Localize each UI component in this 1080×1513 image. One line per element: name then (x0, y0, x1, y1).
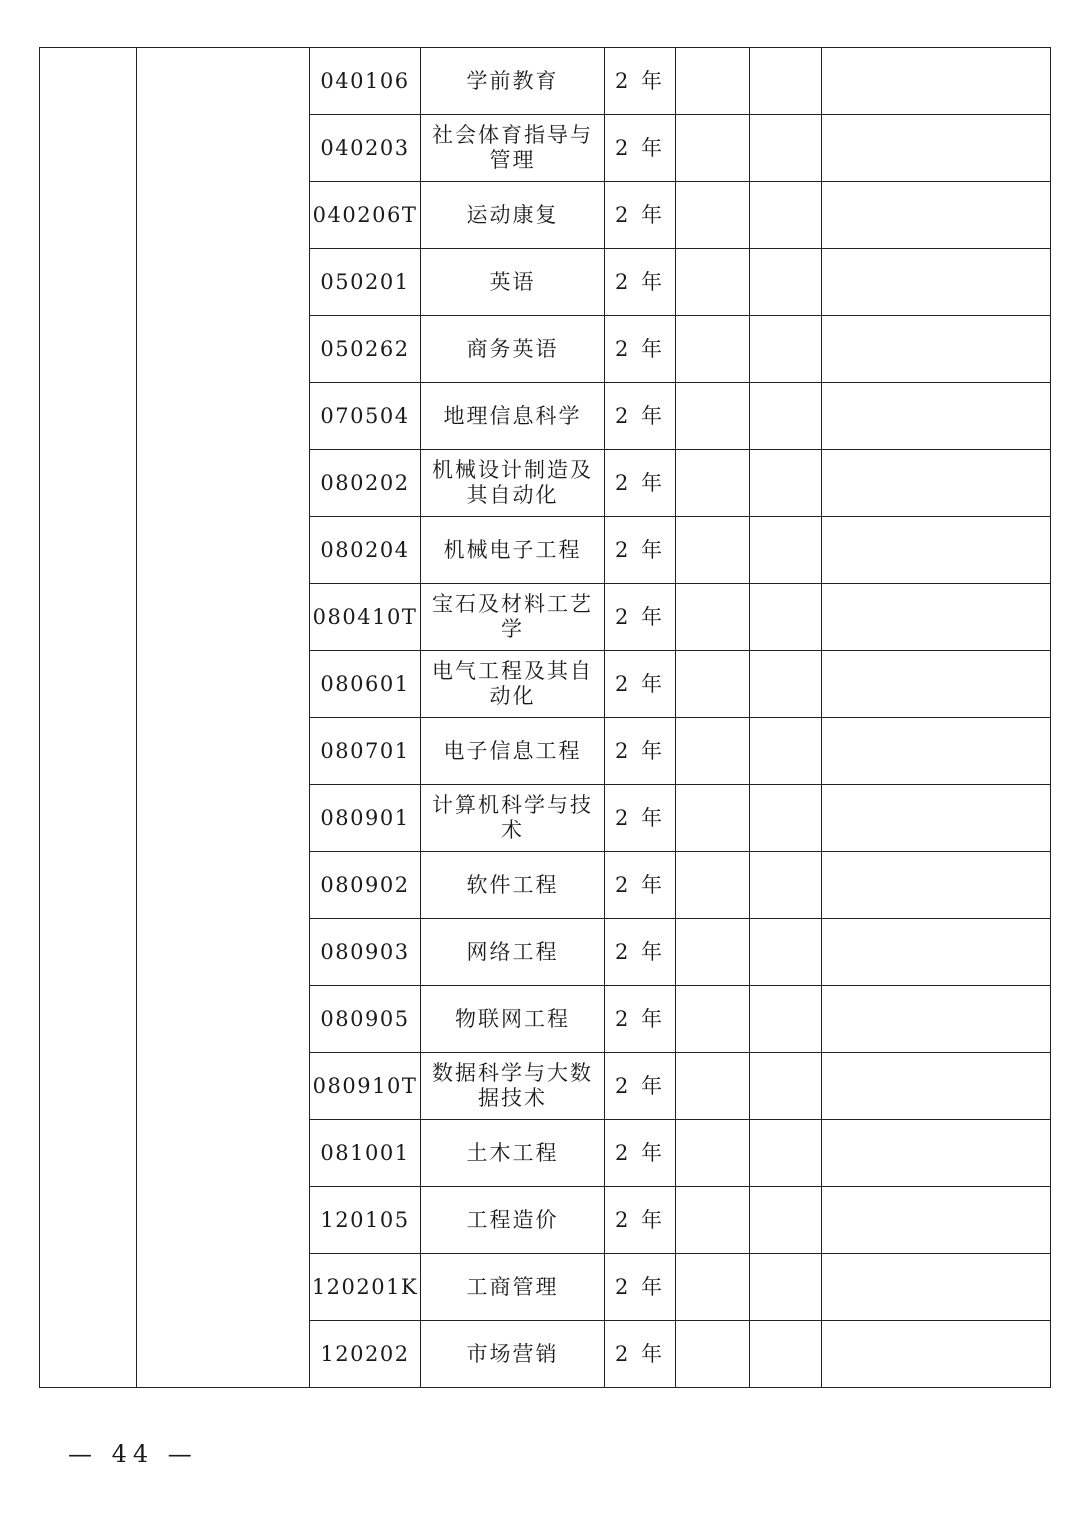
empty-cell-1 (676, 1187, 750, 1254)
major-name-text: 地理信息科学 (443, 403, 582, 428)
duration-cell: 2 年 (605, 316, 676, 383)
empty-cell-1 (676, 249, 750, 316)
duration-cell: 2 年 (605, 383, 676, 450)
major-name-cell (421, 986, 605, 1053)
major-name-cell (421, 785, 605, 852)
empty-cell-1 (676, 450, 750, 517)
major-name-cell (421, 48, 605, 115)
empty-cell-1 (676, 383, 750, 450)
remarks-cell (822, 48, 1051, 115)
empty-cell-2 (750, 517, 822, 584)
duration-cell: 2 年 (605, 785, 676, 852)
major-name-cell (421, 1120, 605, 1187)
empty-cell-2 (750, 1187, 822, 1254)
duration-cell: 2 年 (605, 919, 676, 986)
major-code-cell: 080601 (310, 651, 421, 718)
empty-cell-2 (750, 651, 822, 718)
major-name-cell (421, 450, 605, 517)
empty-cell-2 (750, 316, 822, 383)
empty-cell-1 (676, 785, 750, 852)
duration-cell: 2 年 (605, 182, 676, 249)
duration-cell: 2 年 (605, 1053, 676, 1120)
remarks-cell (822, 1321, 1051, 1388)
major-code-cell: 080204 (310, 517, 421, 584)
major-name-text: 工商管理 (466, 1274, 559, 1299)
major-name-text: 土木工程 (466, 1140, 559, 1165)
major-code-cell: 050201 (310, 249, 421, 316)
duration-cell: 2 年 (605, 450, 676, 517)
remarks-cell (822, 383, 1051, 450)
duration-cell: 2 年 (605, 718, 676, 785)
major-name-text: 英语 (489, 269, 536, 294)
major-name-text: 机械电子工程 (443, 537, 582, 562)
major-name-text: 商务英语 (466, 336, 559, 361)
remarks-cell (822, 718, 1051, 785)
remarks-cell (822, 1187, 1051, 1254)
major-code-cell: 080902 (310, 852, 421, 919)
category-cell (137, 48, 310, 1388)
major-name-cell (421, 115, 605, 182)
empty-cell-2 (750, 584, 822, 651)
major-code-cell: 080905 (310, 986, 421, 1053)
empty-cell-2 (750, 785, 822, 852)
page-number: — 44 — (68, 1440, 198, 1468)
empty-cell-2 (750, 919, 822, 986)
empty-cell-2 (750, 718, 822, 785)
empty-cell-2 (750, 1053, 822, 1120)
duration-cell: 2 年 (605, 1321, 676, 1388)
major-name-text: 计算机科学与技术 (432, 793, 593, 842)
major-name-text: 网络工程 (466, 939, 559, 964)
empty-cell-1 (676, 316, 750, 383)
table-row (40, 48, 1051, 115)
major-name-text: 数据科学与大数据技术 (432, 1061, 593, 1110)
major-name-text: 电气工程及其自动化 (432, 659, 593, 708)
remarks-cell (822, 316, 1051, 383)
empty-cell-2 (750, 115, 822, 182)
empty-cell-2 (750, 249, 822, 316)
empty-cell-1 (676, 651, 750, 718)
major-code-cell: 080410T (310, 584, 421, 651)
major-name-cell (421, 1187, 605, 1254)
duration-cell: 2 年 (605, 651, 676, 718)
major-code-cell: 120105 (310, 1187, 421, 1254)
major-name-cell (421, 1053, 605, 1120)
duration-cell: 2 年 (605, 517, 676, 584)
major-name-text: 电子信息工程 (443, 738, 582, 763)
major-name-cell (421, 852, 605, 919)
major-name-cell (421, 718, 605, 785)
major-code-cell: 080202 (310, 450, 421, 517)
major-code-cell: 081001 (310, 1120, 421, 1187)
major-code-cell: 120201K (310, 1254, 421, 1321)
major-code-cell: 040106 (310, 48, 421, 115)
remarks-cell (822, 249, 1051, 316)
major-name-text: 学前教育 (466, 68, 559, 93)
major-name-text: 物联网工程 (455, 1006, 570, 1031)
major-name-cell (421, 584, 605, 651)
major-name-cell (421, 517, 605, 584)
empty-cell-2 (750, 383, 822, 450)
major-code-cell: 080701 (310, 718, 421, 785)
major-code-cell: 080910T (310, 1053, 421, 1120)
empty-cell-1 (676, 986, 750, 1053)
major-name-cell (421, 182, 605, 249)
duration-cell: 2 年 (605, 1254, 676, 1321)
remarks-cell (822, 1120, 1051, 1187)
major-name-cell (421, 651, 605, 718)
duration-cell: 2 年 (605, 986, 676, 1053)
major-name-text: 工程造价 (466, 1207, 559, 1232)
major-name-text: 机械设计制造及其自动化 (432, 458, 593, 507)
empty-cell-1 (676, 1254, 750, 1321)
major-code-cell: 080903 (310, 919, 421, 986)
empty-cell-2 (750, 182, 822, 249)
major-name-text: 软件工程 (466, 872, 559, 897)
empty-cell-1 (676, 1120, 750, 1187)
remarks-cell (822, 517, 1051, 584)
major-name-cell (421, 919, 605, 986)
duration-cell: 2 年 (605, 115, 676, 182)
empty-cell-1 (676, 1053, 750, 1120)
major-name-text: 宝石及材料工艺学 (432, 592, 593, 641)
remarks-cell (822, 1053, 1051, 1120)
major-name-text: 运动康复 (466, 202, 559, 227)
empty-cell-1 (676, 1321, 750, 1388)
major-name-cell (421, 383, 605, 450)
empty-cell-2 (750, 48, 822, 115)
duration-cell: 2 年 (605, 1187, 676, 1254)
remarks-cell (822, 852, 1051, 919)
major-name-cell (421, 1321, 605, 1388)
remarks-cell (822, 584, 1051, 651)
empty-cell-2 (750, 1120, 822, 1187)
major-name-cell (421, 249, 605, 316)
remarks-cell (822, 1254, 1051, 1321)
major-name-text: 市场营销 (466, 1341, 559, 1366)
major-code-cell: 040203 (310, 115, 421, 182)
remarks-cell (822, 919, 1051, 986)
major-code-cell: 070504 (310, 383, 421, 450)
empty-cell-2 (750, 852, 822, 919)
major-name-text: 社会体育指导与管理 (432, 123, 593, 172)
empty-cell-1 (676, 919, 750, 986)
major-code-cell: 050262 (310, 316, 421, 383)
empty-cell-2 (750, 986, 822, 1053)
remarks-cell (822, 785, 1051, 852)
empty-cell-1 (676, 852, 750, 919)
duration-cell: 2 年 (605, 584, 676, 651)
empty-cell-2 (750, 1254, 822, 1321)
remarks-cell (822, 450, 1051, 517)
duration-cell: 2 年 (605, 1120, 676, 1187)
school-cell (40, 48, 137, 1388)
major-code-cell: 120202 (310, 1321, 421, 1388)
remarks-cell (822, 986, 1051, 1053)
remarks-cell (822, 182, 1051, 249)
empty-cell-1 (676, 115, 750, 182)
major-name-cell (421, 1254, 605, 1321)
empty-cell-2 (750, 450, 822, 517)
major-code-cell: 040206T (310, 182, 421, 249)
empty-cell-1 (676, 182, 750, 249)
empty-cell-1 (676, 718, 750, 785)
duration-cell: 2 年 (605, 48, 676, 115)
empty-cell-2 (750, 1321, 822, 1388)
duration-cell: 2 年 (605, 249, 676, 316)
remarks-cell (822, 115, 1051, 182)
major-table (39, 47, 1051, 1388)
empty-cell-1 (676, 517, 750, 584)
remarks-cell (822, 651, 1051, 718)
empty-cell-1 (676, 48, 750, 115)
duration-cell: 2 年 (605, 852, 676, 919)
empty-cell-1 (676, 584, 750, 651)
major-name-cell (421, 316, 605, 383)
table-body (40, 48, 1051, 1388)
major-code-cell: 080901 (310, 785, 421, 852)
